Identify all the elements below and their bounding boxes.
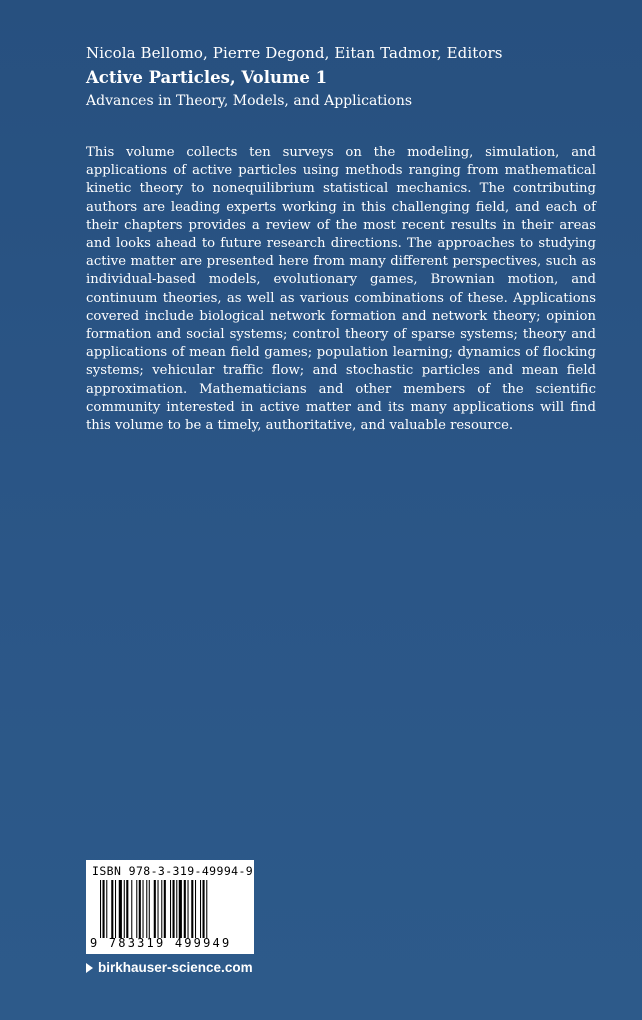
editors-line: Nicola Bellomo, Pierre Degond, Eitan Tadmor, Editors <box>86 44 503 62</box>
barcode-box <box>86 860 254 954</box>
book-subtitle: Advances in Theory, Models, and Applications <box>86 93 413 109</box>
barcode-bars <box>100 880 246 938</box>
book-title: Active Particles, Volume 1 <box>86 68 328 87</box>
book-description: This volume collects ten surveys on the modeling, simulation, and applications of active particles using methods ranging from mathematical kinetic theory to nonequilibrium statistical mechanics. The contributing authors are leading experts working in this challenging field, and each of their chapters provides a review of the most recent results in their areas and looks ahead to future research directions. The approaches to studying active matter are presented here from many different perspectives, such as individual-based models, evolutionary games, Brownian motion, and continuum theories, as well as various combinations of these. Applications covered include biological network formation and network theory; opinion formation and social systems; control theory of sparse systems; theory and applications of mean field games; population learning; dynamics of flocking systems; vehicular traffic flow; and stochastic particles and mean field approximation. Mathematicians and other members of the scientific community interested in active matter and its many applications will find this volume to be a timely, authoritative, and valuable resource. <box>86 145 596 434</box>
isbn-label: ISBN 978-3-319-49994-9 <box>92 864 254 878</box>
publisher-website[interactable] <box>86 960 253 975</box>
website-label: birkhauser-science.com <box>98 960 253 975</box>
arrow-right-icon <box>86 963 93 973</box>
ean-digits: 9 783319 499949 <box>90 936 232 950</box>
